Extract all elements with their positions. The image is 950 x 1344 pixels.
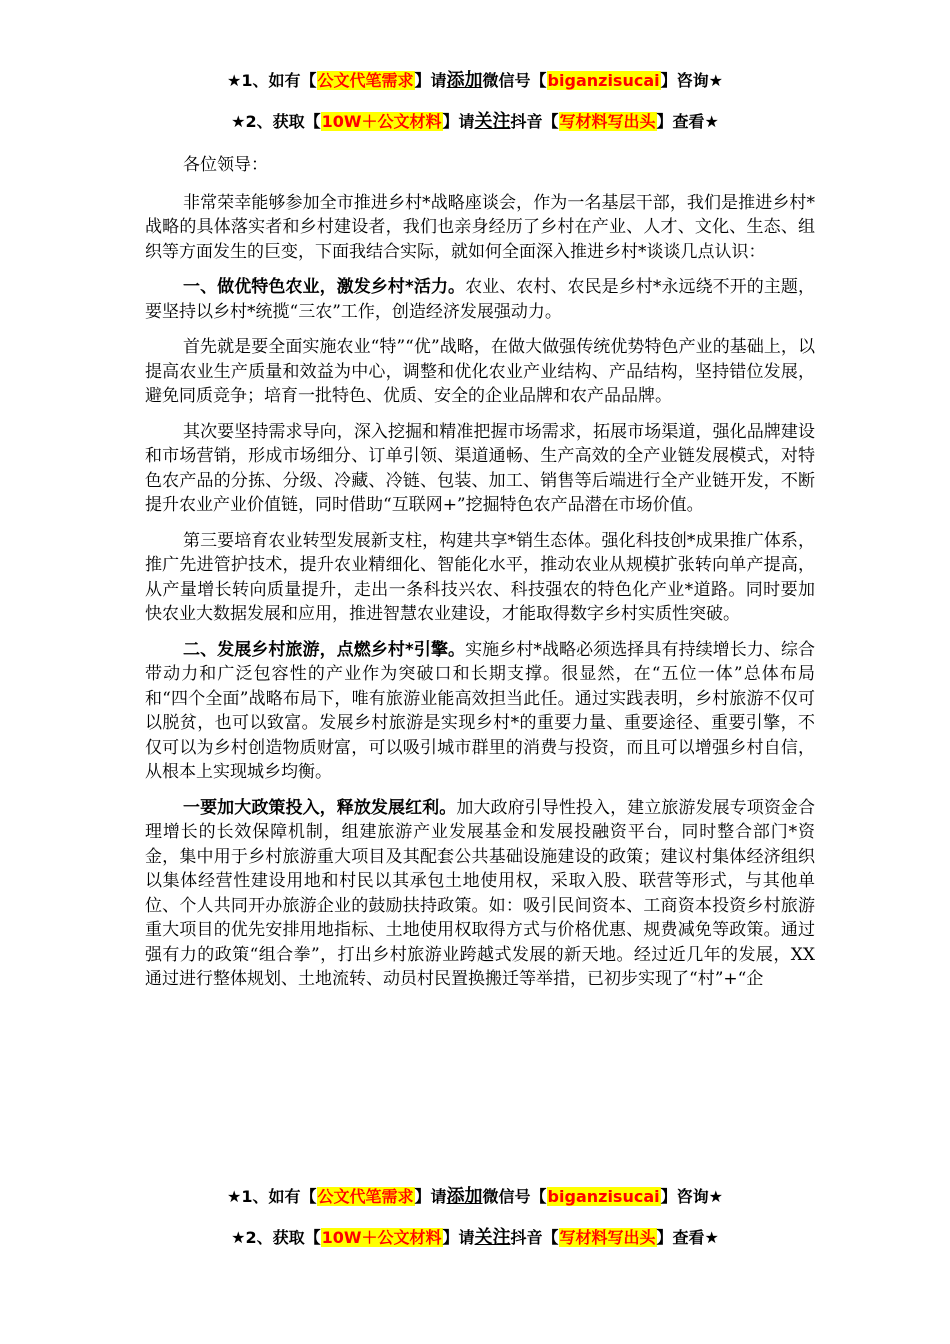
- banner-text: 抖音【: [510, 1228, 559, 1247]
- promo-banner-bottom-line1: [0, 1186, 950, 1208]
- banner-suffix: 】查看★: [656, 112, 719, 131]
- banner-text: 】请: [414, 71, 447, 90]
- banner-emphasis: 添加: [446, 70, 483, 91]
- promo-banner-top-line1: [0, 70, 950, 92]
- subsection-1-text: 加大政府引导性投入，建立旅游发展专项资金合理增长的长效保障机制，组建旅游产业发展基金和发展投融资平台，同时整合部门*资金，集中用于乡村旅游重大项目及其配套公共基础设施建设的政策；建议村集体经济组织以集体经营性建设用地和村民以其承包土地使用权，采取入股、联营等形式，与其他单位、个人共同开办旅游企业的鼓励扶持政策。如：吸引民间资本、工商资本投资乡村旅游重大项目的优先安排用地指标、土地使用权取得方式与价格优惠、规费减免等政策。通过强有力的政策“组合拳”，打出乡村旅游业跨越式发展的新天地。经过近几年的发展，XX通过进行整体规划、土地流转、动员村民置换搬迁等举措，已初步实现了“村”+“企: [145, 797, 816, 989]
- banner-prefix: ★2、获取【: [231, 112, 321, 131]
- banner-text: 抖音【: [510, 112, 559, 131]
- banner-emphasis: 关注: [474, 1227, 511, 1248]
- greeting: 各位领导：: [183, 155, 268, 175]
- banner-wechat-id: biganzisucai: [547, 1187, 660, 1206]
- banner-highlight: 10W＋公文材料: [321, 112, 442, 131]
- section-1-paragraph: [145, 275, 815, 324]
- banner-prefix: ★1、如有【: [227, 71, 317, 90]
- banner-douyin-id: 写材料写出头: [559, 112, 656, 131]
- banner-suffix: 】咨询★: [660, 71, 723, 90]
- banner-text: 】请: [442, 112, 475, 131]
- document-body: [145, 153, 815, 1003]
- section-2-paragraph: [145, 638, 815, 785]
- banner-highlight: 公文代笔需求: [317, 1187, 414, 1206]
- banner-wechat-id: biganzisucai: [547, 71, 660, 90]
- promo-banner-bottom-line2: [0, 1227, 950, 1249]
- banner-highlight: 10W＋公文材料: [321, 1228, 442, 1247]
- paragraph-third: 第三要培育农业转型发展新支柱，构建共享*销生态体。强化科技创*成果推广体系，推广先进管护技术，提升农业精细化、智能化水平，推动农业从规模扩张转向单产提高，从产量增长转向质量提升，走出一条科技兴农、科技强农的特色化产业*道路。同时要加快农业大数据发展和应用，推进智慧农业建设，才能取得数字乡村实质性突破。: [145, 530, 815, 624]
- subsection-1-paragraph: [145, 796, 815, 992]
- banner-emphasis: 添加: [446, 1186, 483, 1207]
- section-1-heading: 一、做优特色农业，激发乡村*活力。: [183, 277, 466, 297]
- banner-text: 微信号【: [482, 71, 547, 90]
- section-1-text: 农业、农村、农民是乡村*永远绕不开的主题，要坚持以乡村*统揽“三农”工作，创造经济发展强动力。: [145, 277, 816, 322]
- paragraph-second: 其次要坚持需求导向，深入挖掘和精准把握市场需求，拓展市场渠道，强化品牌建设和市场营销，形成市场细分、订单引领、渠道通畅、生产高效的全产业链发展模式，对特色农产品的分拣、分级、冷藏、冷链、包装、加工、销售等后端进行全产业链开发，不断提升农业产业价值链，同时借助“互联网+”挖掘特色农产品潜在市场价值。: [145, 421, 815, 515]
- banner-highlight: 公文代笔需求: [317, 71, 414, 90]
- banner-emphasis: 关注: [474, 111, 511, 132]
- banner-suffix: 】查看★: [656, 1228, 719, 1247]
- banner-douyin-id: 写材料写出头: [559, 1228, 656, 1247]
- paragraph-first: 首先就是要全面实施农业“特”“优”战略，在做大做强传统优势特色产业的基础上，以提高农业生产质量和效益为中心，调整和优化农业产业结构、产品结构，坚持错位发展，避免同质竞争；培育一批特色、优质、安全的企业品牌和农产品品牌。: [145, 337, 815, 406]
- section-2-heading: 二、发展乡村旅游，点燃乡村*引擎。: [183, 639, 466, 660]
- banner-prefix: ★2、获取【: [231, 1228, 321, 1247]
- banner-text: 微信号【: [482, 1187, 547, 1206]
- section-2-text: 实施乡村*战略必须选择具有持续增长力、综合带动力和广泛包容性的产业作为突破口和长期支撑。很显然，在“五位一体”总体布局和“四个全面”战略布局下，唯有旅游业能高效担当此任。通过实践表明，乡村旅游不仅可以脱贫，也可以致富。发展乡村旅游是实现乡村*的重要力量、重要途径、重要引擎，不仅可以为乡村创造物质财富，可以吸引城市群里的消费与投资，而且可以增强乡村自信，从根本上实现城乡均衡。: [145, 639, 816, 782]
- promo-banner-top-line2: [0, 111, 950, 133]
- banner-suffix: 】咨询★: [660, 1187, 723, 1206]
- subsection-1-heading: 一要加大政策投入，释放发展红利。: [183, 797, 457, 818]
- banner-text: 】请: [414, 1187, 447, 1206]
- intro-paragraph: 非常荣幸能够参加全市推进乡村*战略座谈会，作为一名基层干部，我们是推进乡村*战略的具体落实者和乡村建设者，我们也亲身经历了乡村在产业、人才、文化、生态、组织等方面发生的巨变，下面我结合实际，就如何全面深入推进乡村*谈谈几点认识：: [145, 192, 815, 262]
- banner-prefix: ★1、如有【: [227, 1187, 317, 1206]
- banner-text: 】请: [442, 1228, 475, 1247]
